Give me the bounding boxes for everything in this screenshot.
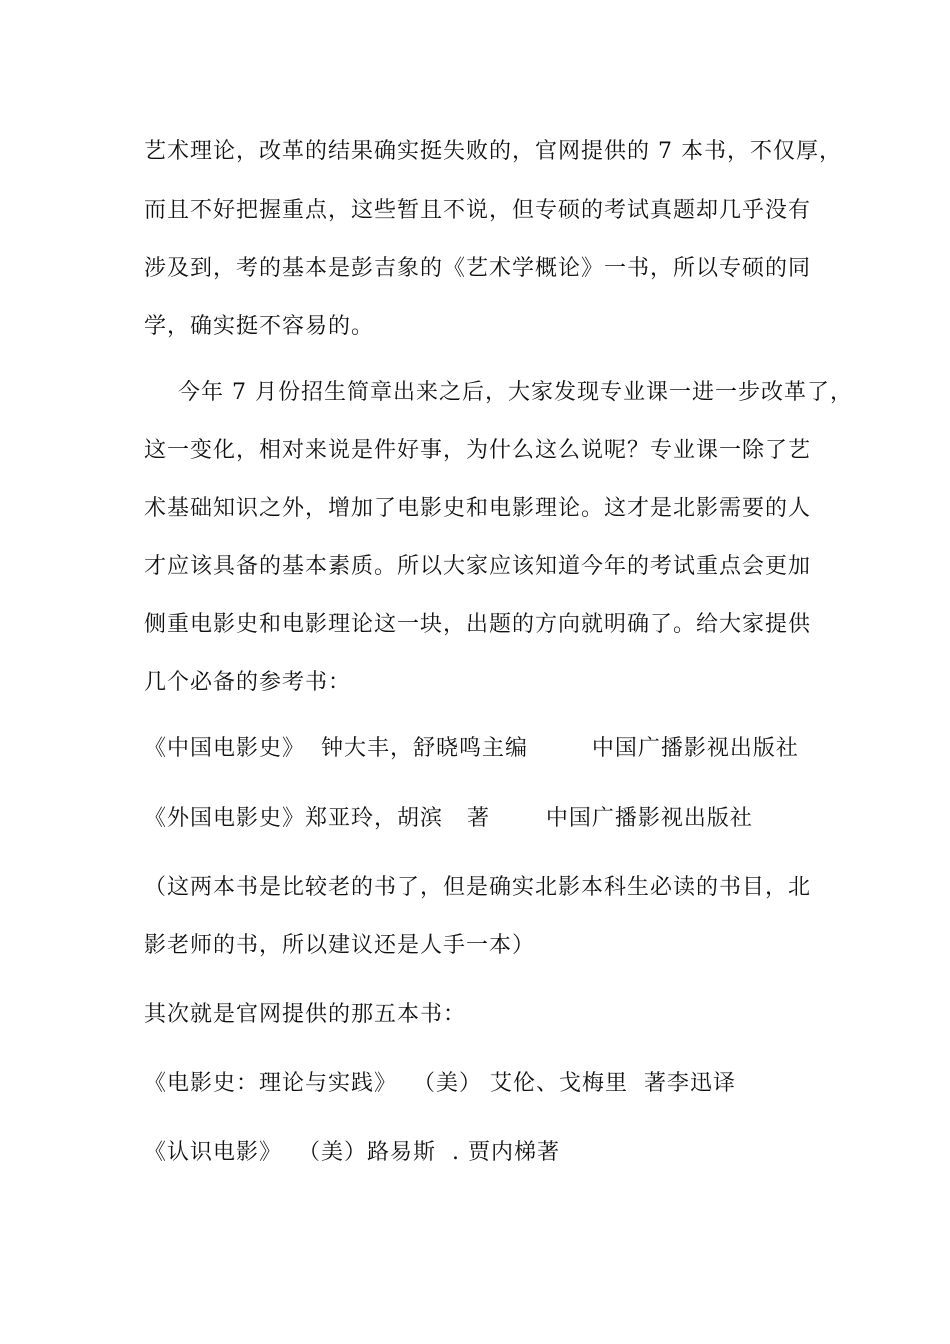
- text-line-5: 今年 7 月份招生简章出来之后，大家发现专业课一进一步改革了，: [178, 380, 853, 405]
- reference-book-3: 《电影史：理论与实践》 （美） 艾伦、戈梅里 著李迅译: [144, 1071, 736, 1096]
- text-line-14: 影老师的书，所以建议还是人手一本）: [144, 933, 536, 958]
- text-line-1: 艺术理论，改革的结果确实挺失败的，官网提供的 7 本书，不仅厚，: [144, 139, 842, 164]
- text-line-10: 几个必备的参考书：: [144, 670, 352, 695]
- reference-book-1: 《中国电影史》 钟大丰，舒晓鸣主编 中国广播影视出版社: [144, 736, 799, 761]
- text-line-13: （这两本书是比较老的书了，但是确实北影本科生必读的书目，北: [144, 875, 812, 900]
- text-line-2: 而且不好把握重点，这些暂且不说，但专硕的考试真题却几乎没有: [144, 198, 812, 223]
- text-line-3: 涉及到，考的基本是彭吉象的《艺术学概论》一书，所以专硕的同: [144, 256, 812, 281]
- text-line-9: 侧重电影史和电影理论这一块，出题的方向就明确了。给大家提供: [144, 612, 812, 637]
- text-line-7: 术基础知识之外，增加了电影史和电影理论。这才是北影需要的人: [144, 496, 812, 521]
- reference-book-2: 《外国电影史》郑亚玲，胡滨 著 中国广播影视出版社: [144, 806, 753, 831]
- text-line-6: 这一变化，相对来说是件好事，为什么这么说呢？专业课一除了艺: [144, 438, 812, 463]
- text-line-15: 其次就是官网提供的那五本书：: [144, 1002, 467, 1027]
- text-line-4: 学，确实挺不容易的。: [144, 314, 375, 339]
- text-line-8: 才应该具备的基本素质。所以大家应该知道今年的考试重点会更加: [144, 554, 812, 579]
- reference-book-4: 《认识电影》 （美）路易斯 . 贾内梯著: [144, 1140, 560, 1165]
